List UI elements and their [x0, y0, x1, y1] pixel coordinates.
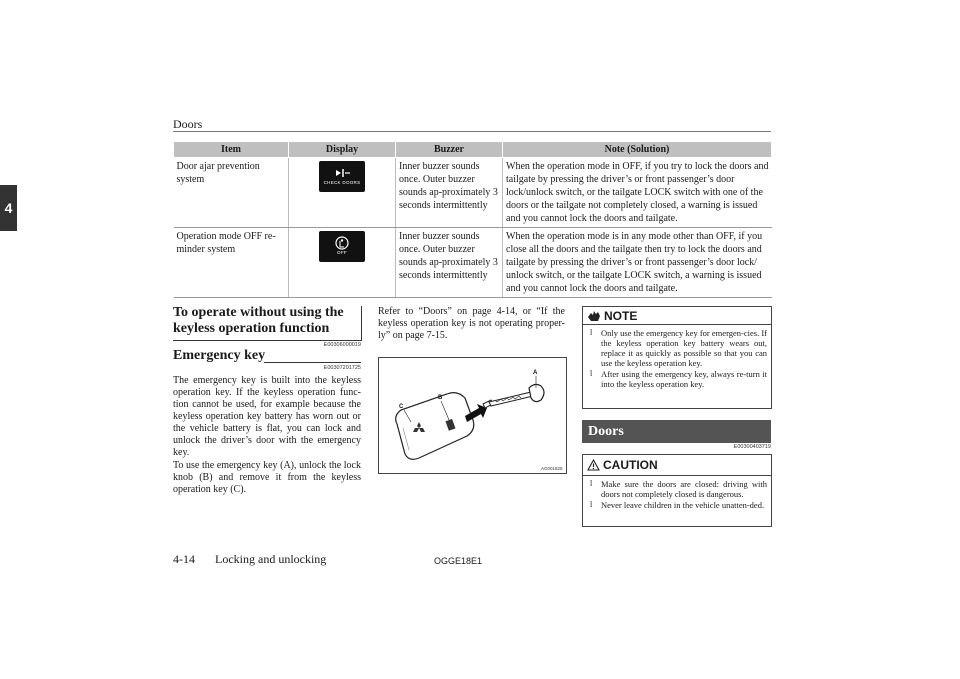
note-heading: NOTE — [604, 309, 638, 323]
caution-heading: CAUTION — [603, 458, 658, 472]
cell-display — [289, 158, 396, 228]
cell-buzzer: Inner buzzer sounds once. Outer buzzer sounds ap-proximately 3 seconds intermittently — [396, 158, 503, 228]
document-code: OGGE18E1 — [434, 556, 483, 566]
col-header-item: Item — [174, 142, 289, 158]
subsection-rule — [264, 362, 361, 363]
bullet-icon: l — [590, 479, 593, 488]
check-doors-display-image — [319, 161, 365, 192]
note-list — [589, 328, 767, 390]
doors-section-bar: Doors — [582, 420, 771, 443]
cell-display — [289, 228, 396, 298]
refer-paragraph: Refer to “Doors” on page 4-14, or “If the keyless operation key is not operating proper-ly” on page 7-15. — [378, 306, 565, 341]
door-ajar-icon — [319, 161, 365, 192]
running-header: Doors — [173, 117, 203, 131]
cell-item: Door ajar prevention system — [174, 158, 289, 228]
cell-item: Operation mode OFF re-minder system — [174, 228, 289, 298]
col-header-display: Display — [289, 142, 396, 158]
caution-header — [587, 458, 658, 472]
table-row — [174, 228, 772, 298]
subsection-title: Emergency key — [173, 348, 266, 363]
section-title: To operate without using the keyless operation function — [173, 305, 344, 336]
doors-code: E00300403719 — [733, 444, 771, 450]
list-item: l After using the emergency key, always re-turn it into the keyless operation key. — [590, 369, 767, 389]
display-label: CHECK DOORS — [323, 180, 361, 186]
operation-mode-icon — [319, 231, 365, 262]
off-display-image — [319, 231, 365, 262]
cell-buzzer: Inner buzzer sounds once. Outer buzzer sounds ap-proximately 3 seconds intermittently — [396, 228, 503, 298]
note-hand-icon — [587, 310, 601, 322]
col-header-note: Note (Solution) — [503, 142, 772, 158]
body-paragraph: The emergency key is built into the keyless operation key. If the keyless operation func-tion cannot be used, for example because the keyless operation key battery has worn out or the vehicle battery is flat, you can lock and unlock the driver’s door with the emergency key. — [173, 375, 361, 458]
table-header-row — [174, 142, 772, 158]
page-number: 4-14 — [173, 552, 195, 566]
list-item: l Never leave children in the vehicle unatten-ded. — [590, 500, 765, 510]
cell-note: When the operation mode is in any mode other than OFF, if you close all the doors and the tailgate then try to lock the doors and tailgate by pressing the driver’s or front passenger’s door lock/ unlock switch, or the tailgate LOCK switch, a warning is issued and you cannot lock the doors and tailgate. — [503, 228, 772, 298]
figure-label-c: C — [399, 404, 404, 410]
list-item: l Make sure the doors are closed: driving with doors not completely closed is dangerous. — [590, 479, 767, 499]
bullet-icon: l — [590, 369, 593, 378]
caution-box — [582, 454, 772, 527]
note-header — [587, 309, 637, 323]
chapter-name: Locking and unlocking — [215, 552, 327, 566]
section-code: E00306000019 — [323, 342, 361, 348]
subsection-code: E00307201725 — [323, 365, 361, 371]
emergency-key-figure — [378, 357, 567, 474]
warning-triangle-icon — [587, 459, 600, 471]
list-item: l Only use the emergency key for emergen-cies. If the keyless operation key battery wears out, replace it as quickly as possible so that you can use the keyless operation key. — [590, 328, 767, 368]
warning-table — [173, 141, 772, 298]
note-box — [582, 306, 772, 409]
caution-divider — [583, 475, 771, 476]
emergency-key-illustration — [379, 358, 566, 473]
figure-code: AG001825 — [541, 466, 563, 471]
footer-page-info — [173, 552, 326, 567]
section-title-vrule — [361, 306, 362, 341]
note-divider — [583, 324, 771, 325]
chapter-tab: 4 — [0, 185, 17, 231]
bullet-icon: l — [590, 328, 593, 337]
body-paragraph: To use the emergency key (A), unlock the lock knob (B) and remove it from the keyless operation key (C). — [173, 460, 361, 495]
col-header-buzzer: Buzzer — [396, 142, 503, 158]
bullet-icon: l — [590, 500, 593, 509]
caution-list — [589, 479, 767, 511]
header-rule — [173, 131, 771, 132]
display-label: OFF — [337, 250, 347, 256]
figure-label-a: A — [533, 370, 538, 376]
section-title-rule — [173, 340, 361, 341]
cell-note: When the operation mode in OFF, if you try to lock the doors and tailgate by pressing the driver’s or front passenger’s door lock/unlock switch, or the tailgate LOCK switch with one of the doors or the tailgate not completely closed, a warning is issued and you cannot lock the doors and tailgate. — [503, 158, 772, 228]
table-row — [174, 158, 772, 228]
figure-label-b: B — [438, 395, 443, 401]
